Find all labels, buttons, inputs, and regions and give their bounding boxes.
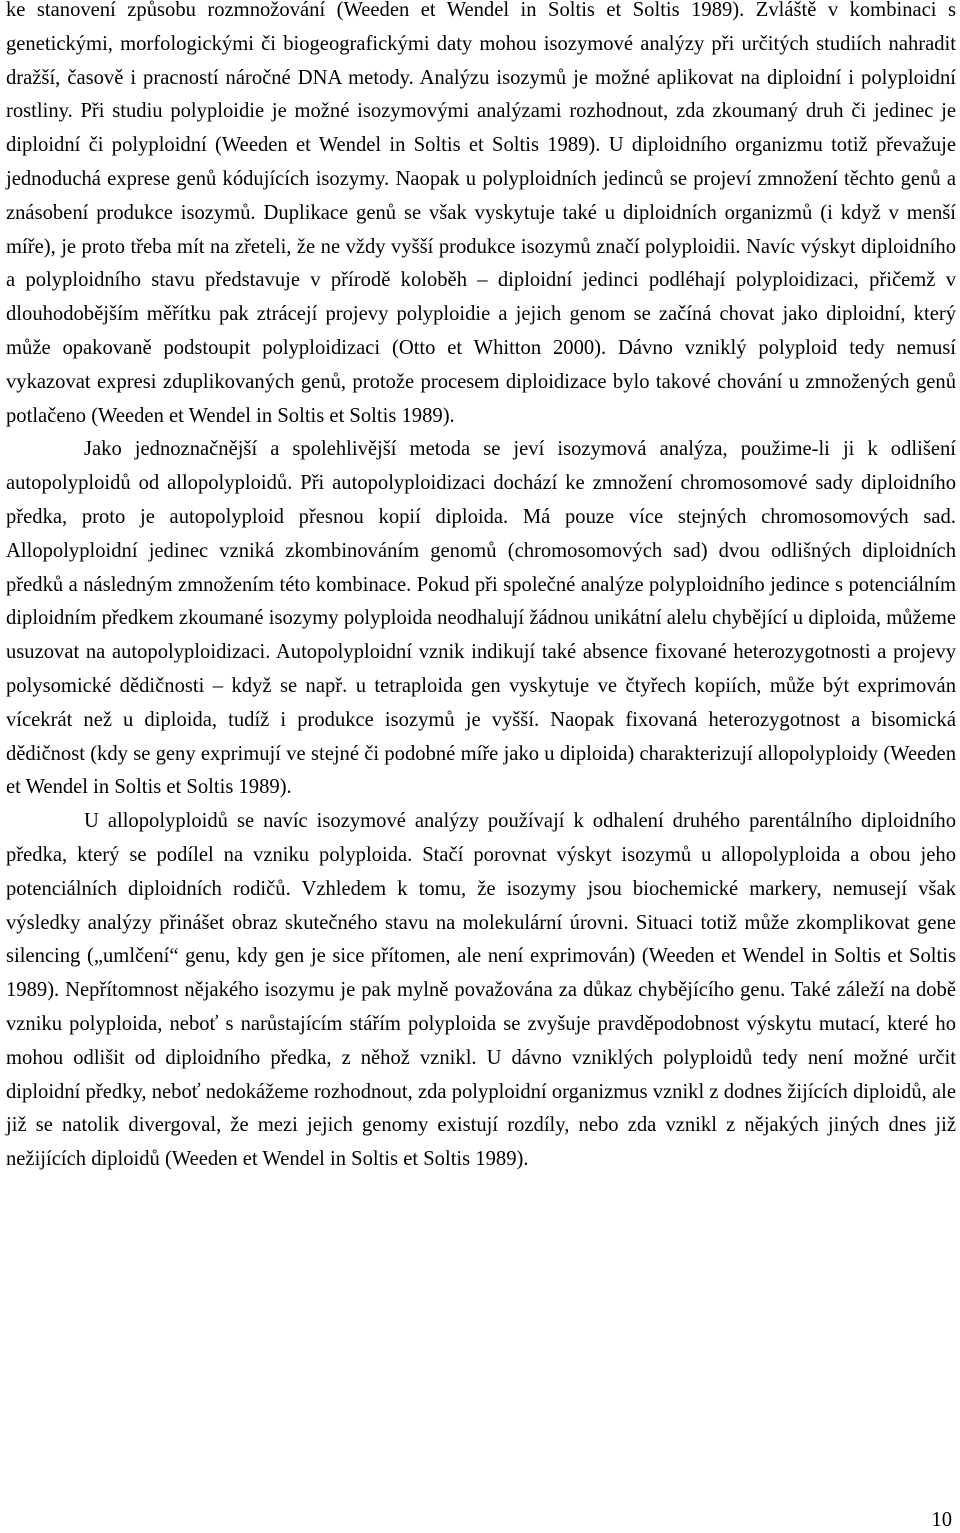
- paragraph-auto-allo-polyploids: Jako jednoznačnější a spolehlivější metoda se jeví isozymová analýza, použime-li ji k odlišení autopolyploidů od allopolyploidů. Při autopolyploidizaci dochází ke zmnožení chromosomové sady diploidního předka, proto je autopolyploid přesnou kopií diploida. Má pouze více stejných chromosomových sad. Allopolyploidní jedinec vzniká zkombinováním genomů (chromosomových sad) dvou odlišných diploidních předků a následným zmnožením této kombinace. Pokud při společné analýze polyploidního jedince s potenciálním diploidním předkem zkoumané isozymy polyploida neodhalují žádnou unikátní alelu chybějící u diploida, můžeme usuzovat na autopolyploidizaci. Autopolyploidní vznik indikují také absence fixované heterozygotnosti a projevy polysomické dědičnosti – když se např. u tetraploida gen vyskytuje ve čtyřech kopiích, může být exprimován vícekrát než u diploida, tudíž i produkce isozymů je vyšší. Naopak fixovaná heterozygotnost a bisomická dědičnost (kdy se geny exprimují ve stejné či podobné míře jako u diploida) charakterizují allopolyploidy (Weeden et Wendel in Soltis et Soltis 1989).: [6, 438, 956, 799]
- paragraph-allopolyploid-parents: U allopolyploidů se navíc isozymové analýzy používají k odhalení druhého parentálního diploidního předka, který se podílel na vzniku polyploida. Stačí porovnat výskyt isozymů u allopolyploida a obou jeho potenciálních diploidních rodičů. Vzhledem k tomu, že isozymy jsou biochemické markery, nemusejí však výsledky analýzy přinášet obraz skutečného stavu na molekulární úrovni. Situaci totiž může zkomplikovat gene silencing („umlčení“ genu, kdy gen je sice přítomen, ale není exprimován) (Weeden et Wendel in Soltis et Soltis 1989). Nepřítomnost nějakého isozymu je pak mylně považována za důkaz chybějícího genu. Také záleží na době vzniku polyploida, neboť s narůstajícím stářím polyploida se zvyšuje pravděpodobnost výskytu mutací, které ho mohou odlišit od diploidního předka, z něhož vznikl. U dávno vzniklých polyploidů tedy není možné určit diploidní předky, neboť nedokážeme rozhodnout, zda polyploidní organizmus vznikl z dodnes žijících diploidů, ale již se natolik divergoval, že mezi jejich genomy existují rozdíly, nebo zda vznikl z nějakých jiných dnes již nežijících diploidů (Weeden et Wendel in Soltis et Soltis 1989).: [6, 810, 956, 1171]
- paragraph-isozyme-polyploidy: ke stanovení způsobu rozmnožování (Weeden et Wendel in Soltis et Soltis 1989). Zvláště v kombinaci s genetickými, morfologickými či biogeografickými daty mohou isozymové analýzy při určitých studiích nahradit dražší, časově i pracností náročné DNA metody. Analýzu isozymů je možné aplikovat na diploidní i polyploidní rostliny. Při studiu polyploidie je možné isozymovými analýzami rozhodnout, zda zkoumaný druh či jedinec je diploidní či polyploidní (Weeden et Wendel in Soltis et Soltis 1989). U diploidního organizmu totiž převažuje jednoduchá exprese genů kódujících isozymy. Naopak u polyploidních jedinců se projeví zmnožení těchto genů a znásobení produkce isozymů. Duplikace genů se však vyskytuje také u diploidních organizmů (i když v menší míře), je proto třeba mít na zřeteli, že ne vždy vyšší produkce isozymů značí polyploidii. Navíc výskyt diploidního a polyploidního stavu představuje v přírodě koloběh – diploidní jedinci podléhají polyploidizaci, přičemž v dlouhodobějším měřítku pak ztrácejí projevy polyploidie a jejich genom se začíná chovat jako diploidní, který může opakovaně podstoupit polyploidizaci (Otto et Whitton 2000). Dávno vzniklý polyploid tedy nemusí vykazovat expresi zduplikovaných genů, protože procesem diploidizace bylo takové chování u zmnožených genů potlačeno (Weeden et Wendel in Soltis et Soltis 1989).: [6, 0, 956, 427]
- page-number: 10: [931, 1509, 952, 1531]
- body-text: [6, 0, 956, 1177]
